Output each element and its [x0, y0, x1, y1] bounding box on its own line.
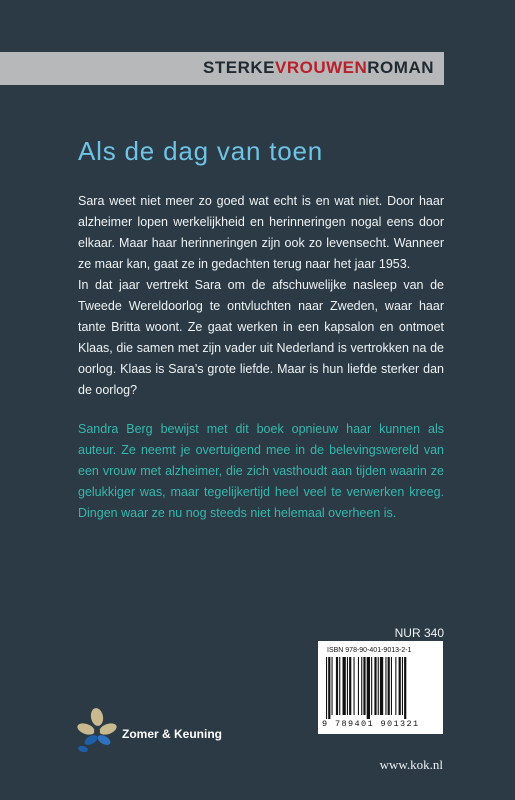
- blurb-author-note: [78, 419, 444, 524]
- publisher-website: www.kok.nl: [379, 757, 443, 772]
- series-label: [203, 58, 434, 78]
- series-label-part1: STERKE: [203, 58, 275, 77]
- blurb-paragraph-3: Sandra Berg bewijst met dit boek opnieuw haar kunnen als auteur. Ze neemt je overtuigend mee in de belevingswereld van een vrouw met alzheimer, die zich vasthoudt aan tijden waarin ze gelukkiger was, maar tegelijkertijd heel veel te verwerken kreeg. Dingen waar ze nu nog steeds niet helemaal overheen is.: [78, 422, 444, 520]
- series-label-part2: VROUWEN: [275, 58, 368, 77]
- isbn-label: ISBN 978-90-401-9013-2-1: [327, 647, 412, 654]
- barcode-panel: [318, 641, 443, 734]
- book-title: Als de dag van toen: [78, 136, 324, 166]
- blurb-paragraph-2: In dat jaar vertrekt Sara om de afschuwelijke nasleep van de Tweede Wereldoorlog te ontvluchten naar Zweden, waar haar tante Britta woont. Ze gaat werken in een kapsalon en ontmoet Klaas, die samen met zijn vader uit Nederland is vertrokken na de oorlog. Klaas is Sara’s grote liefde. Maar is hun liefde sterker dan de oorlog?: [78, 278, 444, 397]
- blurb-main: [78, 191, 444, 401]
- barcode-digits: 9 789401 901321: [322, 719, 420, 729]
- publisher-name: Zomer & Keuning: [122, 727, 223, 741]
- blurb-paragraph-1: Sara weet niet meer zo goed wat echt is en wat niet. Door haar alzheimer lopen werkelijkheid en herinneringen nogal eens door elkaar. Maar haar herinneringen zijn ook zo levensecht. Wanneer ze maar kan, gaat ze in gedachten terug naar het jaar 1953.: [78, 194, 444, 271]
- publisher-logo-icon: [74, 707, 120, 755]
- series-banner: [0, 52, 444, 85]
- nur-code: NUR 340: [394, 626, 444, 640]
- series-label-part3: ROMAN: [367, 58, 434, 77]
